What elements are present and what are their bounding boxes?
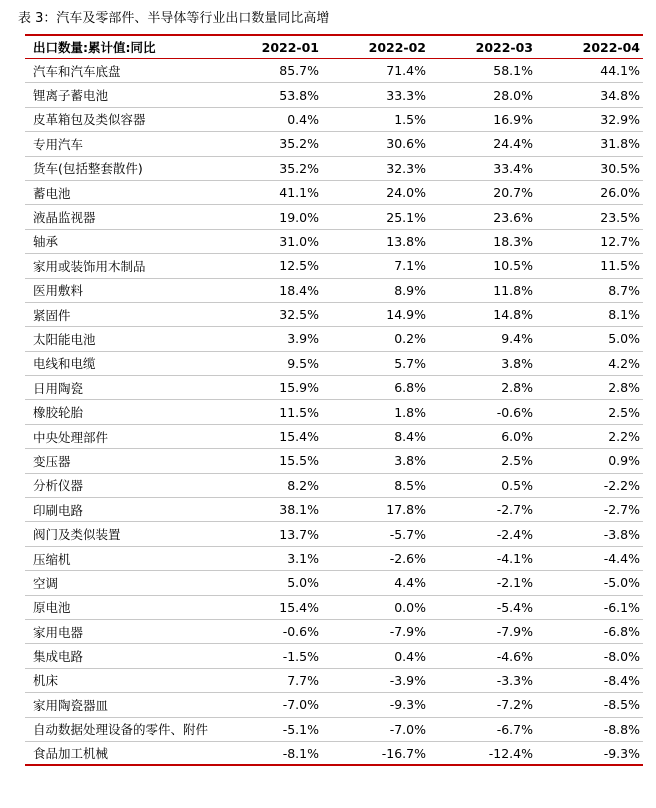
row-label: 汽车和汽车底盘 <box>33 63 121 79</box>
cell-2022-02: 0.4% <box>394 648 426 664</box>
cell-2022-01: 8.2% <box>287 477 319 493</box>
cell-2022-01: 85.7% <box>279 63 319 79</box>
cell-2022-01: -0.6% <box>282 624 319 640</box>
cell-2022-02: -7.9% <box>389 624 426 640</box>
row-label: 日用陶瓷 <box>33 380 84 396</box>
table-row <box>25 498 643 522</box>
table-row <box>25 327 643 351</box>
cell-2022-04: -3.8% <box>603 526 640 542</box>
row-label: 橡胶轮胎 <box>33 405 84 421</box>
cell-2022-01: -1.5% <box>282 648 319 664</box>
cell-2022-03: -4.1% <box>496 551 533 566</box>
cell-2022-03: 58.1% <box>493 63 533 79</box>
cell-2022-04: 23.5% <box>600 209 640 225</box>
cell-2022-01: 18.4% <box>279 282 319 298</box>
cell-2022-02: 13.8% <box>386 233 426 249</box>
cell-2022-04: 4.2% <box>608 355 640 371</box>
cell-2022-02: -9.3% <box>389 697 426 713</box>
cell-2022-04: 11.5% <box>600 258 640 274</box>
cell-2022-01: 3.1% <box>287 551 319 566</box>
row-label: 印刷电路 <box>33 502 84 518</box>
cell-2022-02: 25.1% <box>386 209 426 225</box>
cell-2022-02: -5.7% <box>389 526 426 542</box>
cell-2022-02: 1.5% <box>394 111 426 127</box>
row-label: 家用电器 <box>33 624 84 640</box>
cell-2022-03: 23.6% <box>493 209 533 225</box>
cell-2022-03: -7.2% <box>496 697 533 713</box>
table-row <box>25 59 643 83</box>
cell-2022-04: 12.7% <box>600 233 640 249</box>
cell-2022-02: 7.1% <box>394 258 426 274</box>
row-label: 集成电路 <box>33 649 84 665</box>
cell-2022-04: 44.1% <box>600 63 640 79</box>
row-label: 太阳能电池 <box>33 331 96 347</box>
cell-2022-02: 32.3% <box>386 160 426 176</box>
cell-2022-02: 1.8% <box>394 404 426 420</box>
cell-2022-01: -5.1% <box>282 721 319 737</box>
table-row <box>25 693 643 717</box>
row-label: 空调 <box>33 575 59 591</box>
cell-2022-03: 16.9% <box>493 111 533 127</box>
cell-2022-04: 2.8% <box>608 380 640 396</box>
row-label: 中央处理部件 <box>33 429 109 445</box>
cell-2022-03: -2.7% <box>496 502 533 518</box>
cell-2022-02: 8.4% <box>394 429 426 445</box>
cell-2022-01: 5.0% <box>287 575 319 591</box>
cell-2022-02: -3.9% <box>389 672 426 688</box>
row-label: 分析仪器 <box>33 478 84 494</box>
cell-2022-01: 9.5% <box>287 355 319 371</box>
cell-2022-04: -9.3% <box>603 745 640 761</box>
cell-2022-02: -2.6% <box>389 551 426 566</box>
table-row <box>25 620 643 644</box>
cell-2022-01: 31.0% <box>279 233 319 249</box>
cell-2022-01: 35.2% <box>279 136 319 152</box>
row-label: 电线和电缆 <box>33 356 96 372</box>
table-caption: 表 3：汽车及零部件、半导体等行业出口数量同比高增 <box>18 11 330 26</box>
cell-2022-04: -8.0% <box>603 648 640 664</box>
row-label: 紧固件 <box>33 307 71 323</box>
cell-2022-03: 18.3% <box>493 233 533 249</box>
row-label: 原电池 <box>33 600 71 616</box>
cell-2022-03: 0.5% <box>501 477 533 493</box>
cell-2022-02: 0.2% <box>394 331 426 347</box>
cell-2022-01: 41.1% <box>279 185 319 201</box>
table-row <box>25 279 643 303</box>
cell-2022-03: -4.6% <box>496 648 533 664</box>
row-label: 家用或装饰用木制品 <box>33 258 146 274</box>
cell-2022-01: 3.9% <box>287 331 319 347</box>
cell-2022-03: 9.4% <box>501 331 533 347</box>
table-row <box>25 644 643 668</box>
table-row <box>25 132 643 156</box>
cell-2022-03: -0.6% <box>496 404 533 420</box>
cell-2022-03: 2.5% <box>501 453 533 469</box>
table-row <box>25 254 643 278</box>
row-label: 食品加工机械 <box>33 746 109 762</box>
cell-2022-02: 0.0% <box>394 599 426 615</box>
cell-2022-04: -6.8% <box>603 624 640 640</box>
cell-2022-03: 33.4% <box>493 160 533 176</box>
cell-2022-02: 71.4% <box>386 63 426 79</box>
row-label: 阀门及类似装置 <box>33 527 121 543</box>
table-row <box>25 669 643 693</box>
cell-2022-01: 32.5% <box>279 307 319 323</box>
table-row <box>25 303 643 327</box>
cell-2022-01: 15.4% <box>279 429 319 445</box>
cell-2022-04: 32.9% <box>600 111 640 127</box>
row-label: 家用陶瓷器皿 <box>33 697 109 713</box>
table-row <box>25 425 643 449</box>
row-label: 皮革箱包及类似容器 <box>33 112 146 128</box>
row-label: 变压器 <box>33 453 71 469</box>
row-label: 医用敷料 <box>33 283 84 299</box>
row-label: 蓄电池 <box>33 185 71 201</box>
row-label: 轴承 <box>33 234 59 250</box>
table-row <box>25 181 643 205</box>
table-row <box>25 400 643 424</box>
table-row <box>25 449 643 473</box>
table-row <box>25 157 643 181</box>
cell-2022-01: 38.1% <box>279 502 319 518</box>
table-row <box>25 474 643 498</box>
cell-2022-01: -7.0% <box>282 697 319 713</box>
cell-2022-03: -12.4% <box>488 745 533 761</box>
cell-2022-01: 15.9% <box>279 380 319 396</box>
cell-2022-03: -6.7% <box>496 721 533 737</box>
cell-2022-01: 13.7% <box>279 526 319 542</box>
cell-2022-04: 8.1% <box>608 307 640 323</box>
cell-2022-02: 4.4% <box>394 575 426 591</box>
cell-2022-03: 11.8% <box>493 282 533 298</box>
cell-2022-04: -4.4% <box>603 551 640 566</box>
row-label: 货车(包括整套散件) <box>33 161 143 177</box>
cell-2022-02: 17.8% <box>386 502 426 518</box>
cell-2022-04: 31.8% <box>600 136 640 152</box>
row-label: 机床 <box>33 673 59 689</box>
cell-2022-04: -8.4% <box>603 672 640 688</box>
cell-2022-04: -2.2% <box>603 477 640 493</box>
cell-2022-04: -5.0% <box>603 575 640 591</box>
cell-2022-04: 30.5% <box>600 160 640 176</box>
table-row <box>25 718 643 742</box>
cell-2022-01: 15.5% <box>279 453 319 469</box>
cell-2022-03: 2.8% <box>501 380 533 396</box>
cell-2022-03: 24.4% <box>493 136 533 152</box>
cell-2022-04: 26.0% <box>600 185 640 201</box>
row-label: 锂离子蓄电池 <box>33 88 109 104</box>
cell-2022-04: 34.8% <box>600 87 640 103</box>
cell-2022-03: 6.0% <box>501 429 533 445</box>
cell-2022-03: 28.0% <box>493 87 533 103</box>
cell-2022-01: 0.4% <box>287 111 319 127</box>
cell-2022-03: -2.1% <box>496 575 533 591</box>
cell-2022-02: -7.0% <box>389 721 426 737</box>
header-2022-04: 2022-04 <box>582 39 640 55</box>
cell-2022-02: 30.6% <box>386 136 426 152</box>
cell-2022-02: 8.5% <box>394 477 426 493</box>
cell-2022-02: 5.7% <box>394 355 426 371</box>
cell-2022-02: 6.8% <box>394 380 426 396</box>
cell-2022-04: 8.7% <box>608 282 640 298</box>
table-row <box>25 205 643 229</box>
table-header-row <box>25 36 643 59</box>
table-row <box>25 547 643 571</box>
table-row <box>25 522 643 546</box>
table-row <box>25 596 643 620</box>
cell-2022-03: 20.7% <box>493 185 533 201</box>
cell-2022-02: 14.9% <box>386 307 426 323</box>
table-row <box>25 108 643 132</box>
cell-2022-04: 2.5% <box>608 404 640 420</box>
cell-2022-03: -2.4% <box>496 526 533 542</box>
cell-2022-04: 0.9% <box>608 453 640 469</box>
row-label: 压缩机 <box>33 551 71 567</box>
cell-2022-04: 2.2% <box>608 429 640 445</box>
cell-2022-01: 19.0% <box>279 209 319 225</box>
cell-2022-01: -8.1% <box>282 745 319 761</box>
cell-2022-02: 8.9% <box>394 282 426 298</box>
row-label: 自动数据处理设备的零件、附件 <box>33 722 209 738</box>
table-row <box>25 230 643 254</box>
table-body <box>25 59 643 766</box>
cell-2022-04: -8.5% <box>603 697 640 713</box>
cell-2022-03: -3.3% <box>496 672 533 688</box>
cell-2022-03: 3.8% <box>501 355 533 371</box>
cell-2022-03: -5.4% <box>496 599 533 615</box>
export-yoy-table <box>25 34 643 766</box>
cell-2022-01: 12.5% <box>279 258 319 274</box>
cell-2022-04: -8.8% <box>603 721 640 737</box>
cell-2022-03: -7.9% <box>496 624 533 640</box>
table-row <box>25 742 643 766</box>
cell-2022-02: 24.0% <box>386 185 426 201</box>
cell-2022-04: -6.1% <box>603 599 640 615</box>
cell-2022-02: 3.8% <box>394 453 426 469</box>
cell-2022-02: -16.7% <box>381 745 426 761</box>
row-label: 专用汽车 <box>33 136 84 152</box>
cell-2022-01: 11.5% <box>279 404 319 420</box>
table-row <box>25 376 643 400</box>
cell-2022-01: 35.2% <box>279 160 319 176</box>
cell-2022-01: 7.7% <box>287 672 319 688</box>
cell-2022-02: 33.3% <box>386 87 426 103</box>
table-row <box>25 571 643 595</box>
table-row <box>25 352 643 376</box>
row-label: 液晶监视器 <box>33 210 96 226</box>
cell-2022-01: 15.4% <box>279 599 319 615</box>
table-row <box>25 83 643 107</box>
cell-2022-04: 5.0% <box>608 331 640 347</box>
header-2022-02: 2022-02 <box>368 39 426 55</box>
header-label: 出口数量:累计值:同比 <box>33 40 156 55</box>
cell-2022-03: 14.8% <box>493 307 533 323</box>
cell-2022-04: -2.7% <box>603 502 640 518</box>
cell-2022-01: 53.8% <box>279 87 319 103</box>
header-2022-01: 2022-01 <box>261 39 319 55</box>
header-2022-03: 2022-03 <box>475 39 533 55</box>
cell-2022-03: 10.5% <box>493 258 533 274</box>
